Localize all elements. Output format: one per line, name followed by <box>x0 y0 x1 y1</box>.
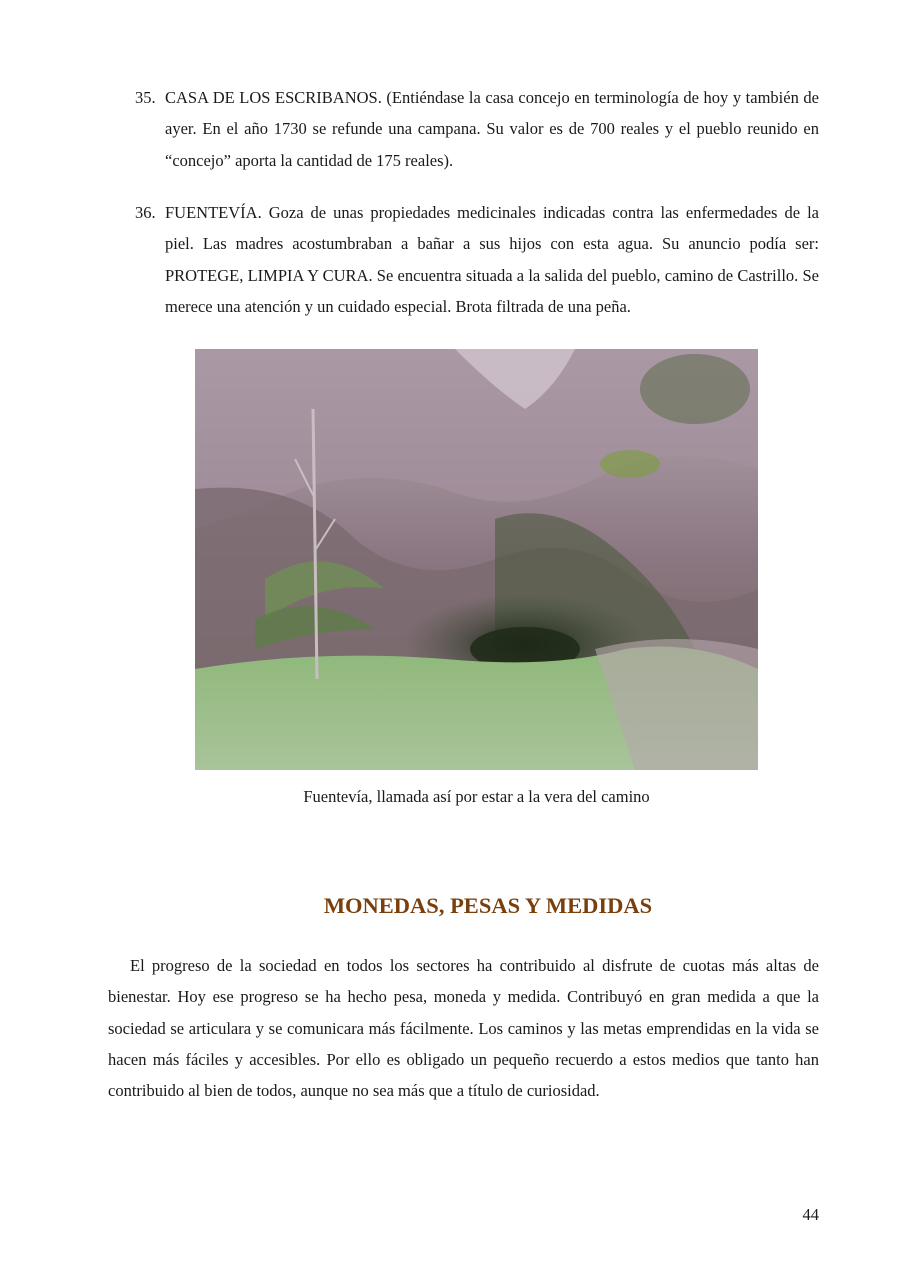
list-number: 35. <box>135 88 156 107</box>
list-text: FUENTEVÍA. Goza de unas propiedades medicinales indicadas contra las enfermedades de la piel. Las madres acostumbraban a bañar a sus hijos con esta agua. Su anuncio podía ser: PROTEGE, LIMPIA Y CURA. Se encuentra situada a la salida del pueblo, camino de Castrillo. Se merece una atención y un cuidado especial. Brota filtrada de una peña. <box>165 203 819 316</box>
section-heading: MONEDAS, PESAS Y MEDIDAS <box>323 893 653 918</box>
fuentevia-photo <box>195 349 758 770</box>
body-paragraph: El progreso de la sociedad en todos los sectores ha contribuido al disfrute de cuotas más altas de bienestar. Hoy ese progreso se ha hecho pesa, moneda y medida. Contribuyó en gran medida a que la sociedad se articulara y se comunicara más fácilmente. Los caminos y las metas emprendidas en la vida se hacen más fáciles y accesibles. Por ello es obligado un pequeño recuerdo a estos medios que tanto han contribuido al bien de todos, aunque no sea más que a título de curiosidad. <box>108 956 819 1101</box>
list-text: CASA DE LOS ESCRIBANOS. (Entiéndase la casa concejo en terminología de hoy y también de ayer. En el año 1730 se refunde una campana. Su valor es de 700 reales y el pueblo reunido en “concejo” aporta la cantidad de 175 reales). <box>165 88 819 170</box>
list-item-35 <box>135 82 819 176</box>
list-item-36 <box>135 197 819 322</box>
list-number: 36. <box>135 203 156 222</box>
page-number: 44 <box>802 1205 819 1224</box>
figure-caption: Fuentevía, llamada así por estar a la vera del camino <box>303 787 650 806</box>
